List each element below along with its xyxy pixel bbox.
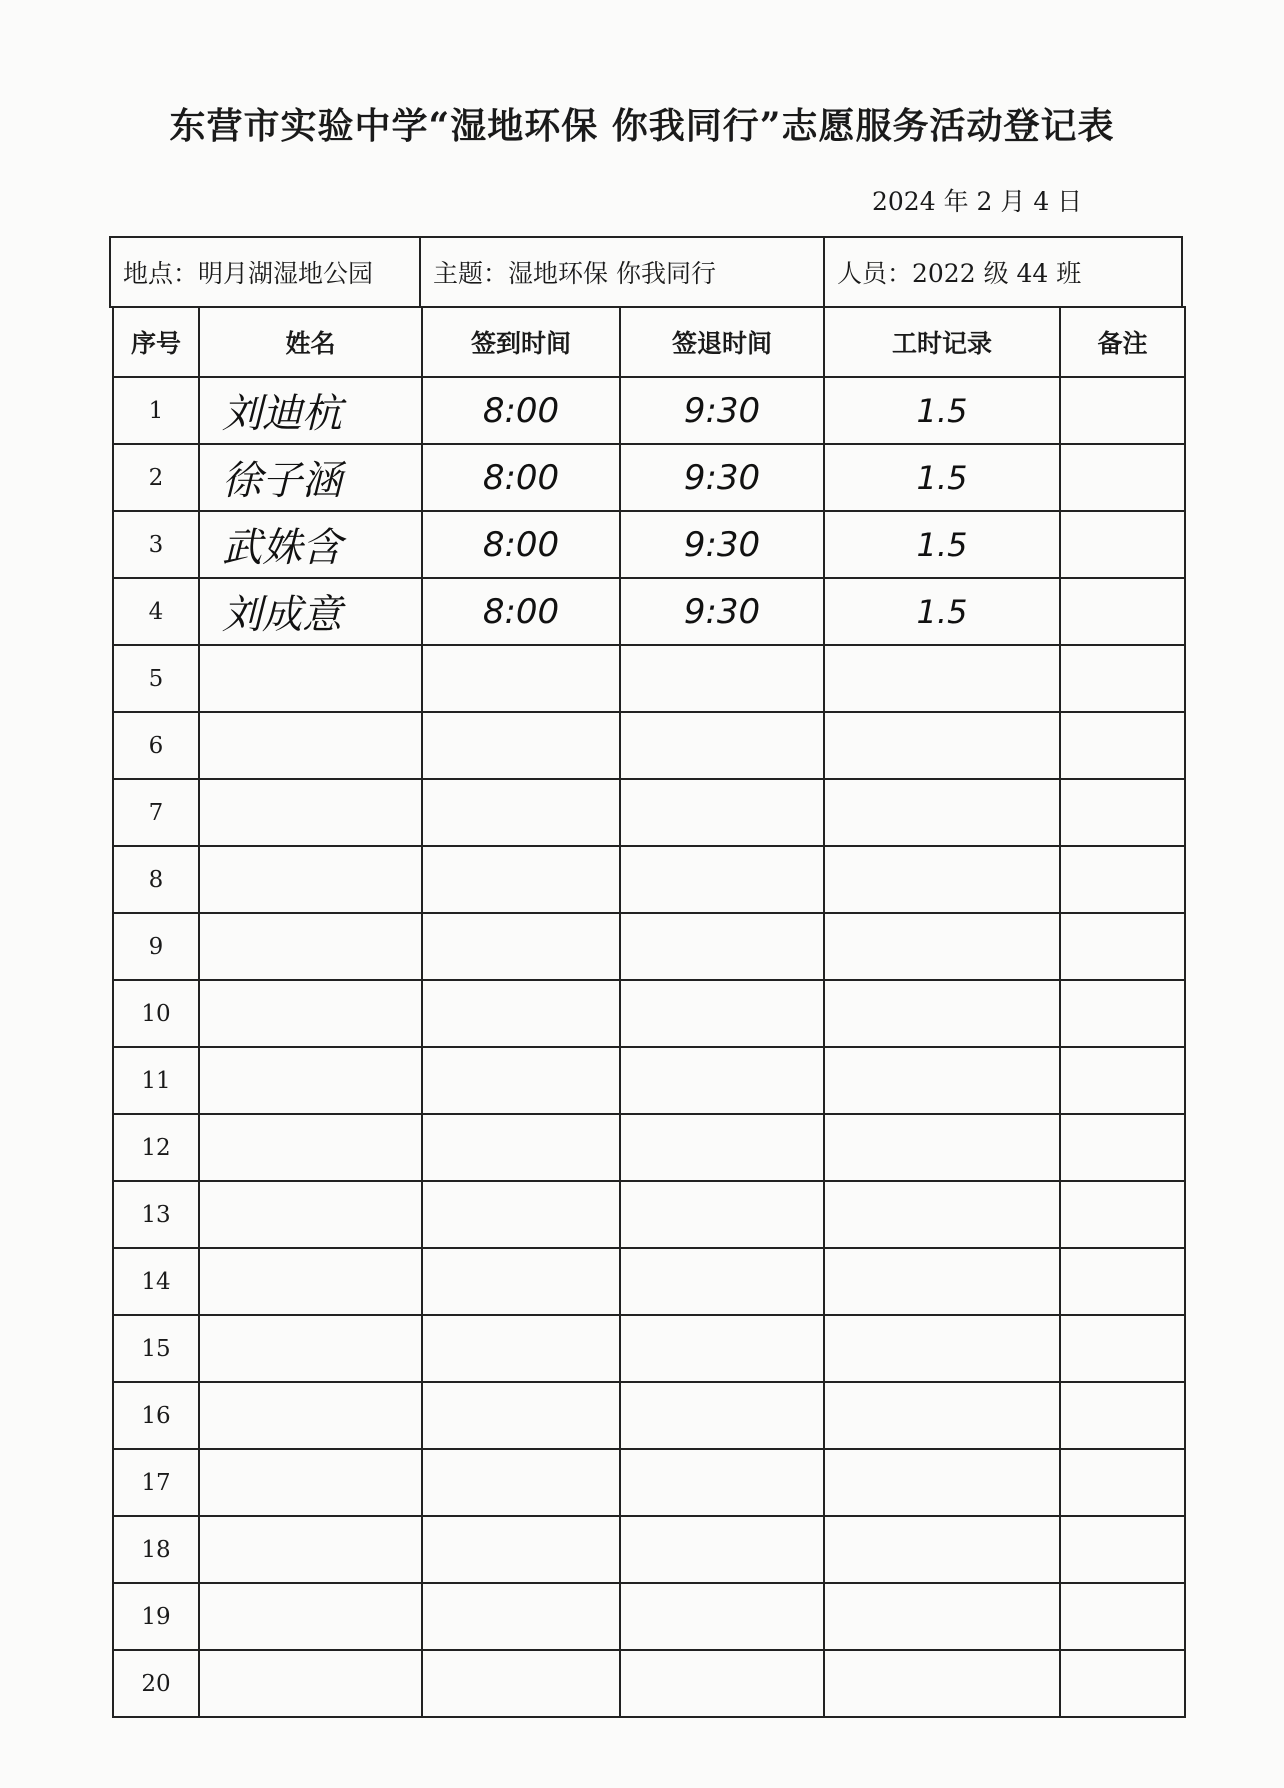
table-row — [113, 1583, 1185, 1650]
row-checkin-cell — [422, 1181, 620, 1248]
row-index-cell: 12 — [113, 1114, 199, 1181]
row-note-cell — [1060, 913, 1185, 980]
row-name-cell: 刘迪杭 — [199, 377, 422, 444]
table-row — [113, 511, 1185, 578]
row-hours-cell — [824, 1382, 1060, 1449]
table-row — [113, 1382, 1185, 1449]
row-hours-cell — [824, 980, 1060, 1047]
col-header-index: 序号 — [113, 307, 199, 377]
row-note-cell — [1060, 1248, 1185, 1315]
row-index-cell: 8 — [113, 846, 199, 913]
col-header-note: 备注 — [1060, 307, 1185, 377]
row-index-cell: 15 — [113, 1315, 199, 1382]
row-index-cell: 1 — [113, 377, 199, 444]
row-checkin-cell — [422, 846, 620, 913]
row-hours-cell — [824, 1650, 1060, 1717]
row-index-cell: 3 — [113, 511, 199, 578]
row-index-cell: 5 — [113, 645, 199, 712]
table-row — [113, 1114, 1185, 1181]
row-checkout-cell: 9:30 — [620, 578, 824, 645]
row-hours-cell — [824, 1449, 1060, 1516]
row-note-cell — [1060, 980, 1185, 1047]
row-hours-cell — [824, 913, 1060, 980]
row-hours-cell — [824, 1181, 1060, 1248]
row-name-cell — [199, 846, 422, 913]
row-hours-cell: 1.5 — [824, 377, 1060, 444]
row-name-cell — [199, 779, 422, 846]
row-hours-cell — [824, 1315, 1060, 1382]
row-note-cell — [1060, 1114, 1185, 1181]
row-checkin-cell — [422, 1516, 620, 1583]
row-hours-cell — [824, 1047, 1060, 1114]
row-hours-cell — [824, 779, 1060, 846]
info-header-table — [109, 236, 1183, 308]
row-index-cell: 19 — [113, 1583, 199, 1650]
row-hours-cell — [824, 712, 1060, 779]
row-note-cell — [1060, 511, 1185, 578]
row-note-cell — [1060, 645, 1185, 712]
table-row — [113, 779, 1185, 846]
row-index-cell: 6 — [113, 712, 199, 779]
row-name-cell — [199, 1047, 422, 1114]
row-index-cell: 4 — [113, 578, 199, 645]
row-checkout-cell — [620, 1382, 824, 1449]
row-checkout-cell — [620, 779, 824, 846]
row-name-cell — [199, 1114, 422, 1181]
row-hours-cell — [824, 1248, 1060, 1315]
row-index-cell: 16 — [113, 1382, 199, 1449]
table-row — [113, 712, 1185, 779]
row-name-cell — [199, 1516, 422, 1583]
table-row — [113, 1248, 1185, 1315]
row-checkout-cell — [620, 712, 824, 779]
col-header-hours: 工时记录 — [824, 307, 1060, 377]
row-checkin-cell — [422, 1248, 620, 1315]
table-row — [113, 1449, 1185, 1516]
row-note-cell — [1060, 1583, 1185, 1650]
row-hours-cell — [824, 1114, 1060, 1181]
row-name-cell — [199, 980, 422, 1047]
row-checkout-cell — [620, 1047, 824, 1114]
row-checkout-cell — [620, 846, 824, 913]
row-hours-cell — [824, 846, 1060, 913]
table-row — [113, 444, 1185, 511]
row-hours-cell: 1.5 — [824, 444, 1060, 511]
row-checkout-cell: 9:30 — [620, 377, 824, 444]
registration-table — [112, 306, 1186, 1718]
row-checkin-cell: 8:00 — [422, 377, 620, 444]
page-title: 东营市实验中学“湿地环保 你我同行”志愿服务活动登记表 — [169, 105, 1115, 147]
row-name-cell — [199, 1650, 422, 1717]
row-note-cell — [1060, 846, 1185, 913]
table-header-row — [113, 307, 1185, 377]
row-checkout-cell — [620, 980, 824, 1047]
row-checkin-cell — [422, 712, 620, 779]
row-index-cell: 14 — [113, 1248, 199, 1315]
row-name-cell — [199, 712, 422, 779]
row-checkout-cell — [620, 645, 824, 712]
row-index-cell: 2 — [113, 444, 199, 511]
row-note-cell — [1060, 578, 1185, 645]
table-row — [113, 913, 1185, 980]
personnel-cell: 人员：2022 级 44 班 — [824, 237, 1182, 307]
row-checkin-cell — [422, 980, 620, 1047]
row-checkout-cell: 9:30 — [620, 444, 824, 511]
row-name-cell: 刘成意 — [199, 578, 422, 645]
row-name-cell — [199, 645, 422, 712]
row-checkout-cell — [620, 1114, 824, 1181]
row-note-cell — [1060, 377, 1185, 444]
row-hours-cell: 1.5 — [824, 578, 1060, 645]
row-note-cell — [1060, 712, 1185, 779]
row-index-cell: 20 — [113, 1650, 199, 1717]
table-row — [113, 1516, 1185, 1583]
row-checkout-cell: 9:30 — [620, 511, 824, 578]
row-index-cell: 13 — [113, 1181, 199, 1248]
row-checkin-cell — [422, 779, 620, 846]
row-hours-cell: 1.5 — [824, 511, 1060, 578]
table-row — [113, 645, 1185, 712]
row-checkout-cell — [620, 1315, 824, 1382]
table-row — [113, 980, 1185, 1047]
row-name-cell — [199, 913, 422, 980]
row-checkout-cell — [620, 1248, 824, 1315]
row-checkin-cell: 8:00 — [422, 578, 620, 645]
row-checkin-cell — [422, 1047, 620, 1114]
row-name-cell: 武姝含 — [199, 511, 422, 578]
table-row — [113, 377, 1185, 444]
row-checkout-cell — [620, 913, 824, 980]
row-checkin-cell: 8:00 — [422, 511, 620, 578]
row-index-cell: 10 — [113, 980, 199, 1047]
table-body — [113, 377, 1185, 1717]
table-row — [113, 846, 1185, 913]
row-index-cell: 18 — [113, 1516, 199, 1583]
info-row — [110, 237, 1182, 307]
row-checkin-cell — [422, 1583, 620, 1650]
row-hours-cell — [824, 645, 1060, 712]
row-name-cell — [199, 1583, 422, 1650]
row-note-cell — [1060, 1047, 1185, 1114]
location-cell: 地点：明月湖湿地公园 — [110, 237, 420, 307]
col-header-checkin: 签到时间 — [422, 307, 620, 377]
row-index-cell: 7 — [113, 779, 199, 846]
row-checkout-cell — [620, 1650, 824, 1717]
form-date: 2024 年 2 月 4 日 — [872, 187, 1083, 216]
row-checkout-cell — [620, 1516, 824, 1583]
row-note-cell — [1060, 1382, 1185, 1449]
row-note-cell — [1060, 1181, 1185, 1248]
row-checkin-cell — [422, 1114, 620, 1181]
row-checkin-cell — [422, 1382, 620, 1449]
row-name-cell — [199, 1248, 422, 1315]
table-row — [113, 1650, 1185, 1717]
row-checkin-cell — [422, 1449, 620, 1516]
row-checkin-cell — [422, 645, 620, 712]
row-checkin-cell — [422, 913, 620, 980]
theme-cell: 主题：湿地环保 你我同行 — [420, 237, 824, 307]
row-checkin-cell — [422, 1650, 620, 1717]
row-name-cell — [199, 1382, 422, 1449]
row-checkout-cell — [620, 1449, 824, 1516]
row-hours-cell — [824, 1583, 1060, 1650]
row-index-cell: 9 — [113, 913, 199, 980]
row-index-cell: 17 — [113, 1449, 199, 1516]
row-checkout-cell — [620, 1181, 824, 1248]
table-row — [113, 1315, 1185, 1382]
row-name-cell — [199, 1449, 422, 1516]
row-note-cell — [1060, 1449, 1185, 1516]
table-row — [113, 1181, 1185, 1248]
row-checkin-cell: 8:00 — [422, 444, 620, 511]
row-note-cell — [1060, 444, 1185, 511]
row-checkin-cell — [422, 1315, 620, 1382]
col-header-checkout: 签退时间 — [620, 307, 824, 377]
table-row — [113, 578, 1185, 645]
row-note-cell — [1060, 779, 1185, 846]
row-checkout-cell — [620, 1583, 824, 1650]
row-name-cell — [199, 1315, 422, 1382]
col-header-name: 姓名 — [199, 307, 422, 377]
row-hours-cell — [824, 1516, 1060, 1583]
row-name-cell — [199, 1181, 422, 1248]
row-index-cell: 11 — [113, 1047, 199, 1114]
row-name-cell: 徐子涵 — [199, 444, 422, 511]
row-note-cell — [1060, 1516, 1185, 1583]
table-row — [113, 1047, 1185, 1114]
row-note-cell — [1060, 1315, 1185, 1382]
row-note-cell — [1060, 1650, 1185, 1717]
